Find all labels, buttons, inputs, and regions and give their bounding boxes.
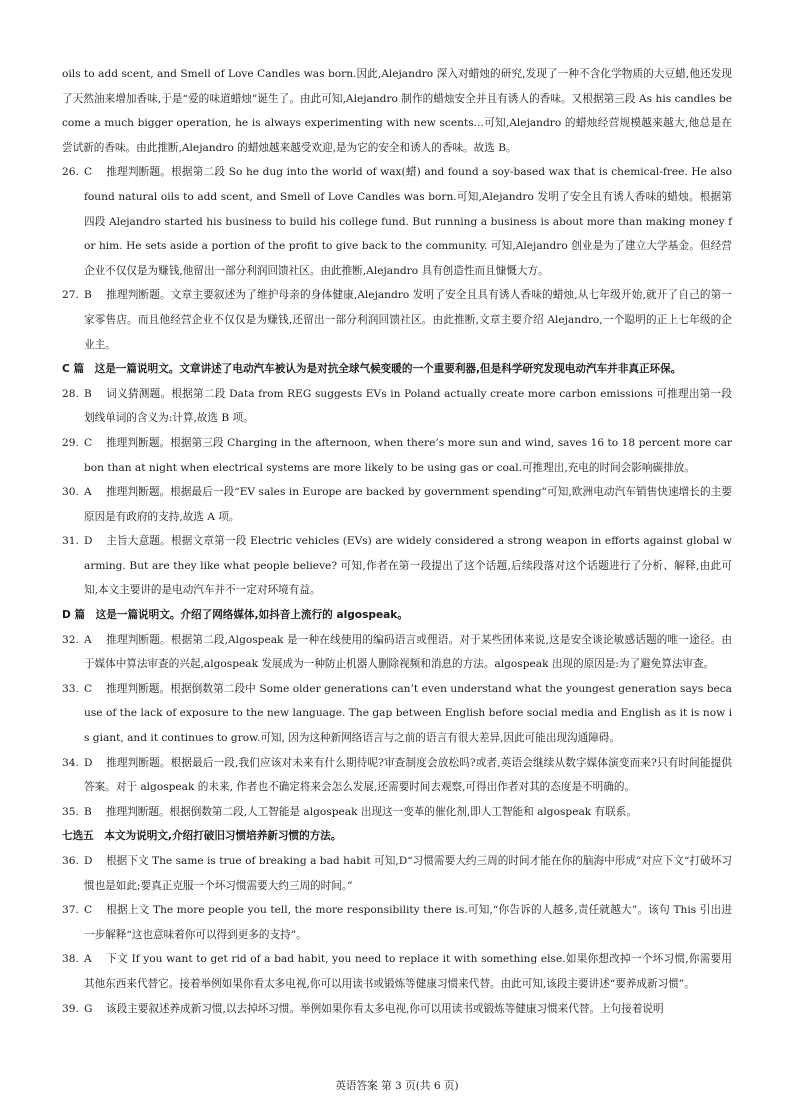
- answer-item-28: [62, 382, 732, 431]
- answer-item-36: [62, 849, 732, 898]
- item-number: 29.: [62, 436, 79, 449]
- item-number: 26.: [62, 166, 79, 179]
- answer-item-35: [62, 800, 732, 825]
- item-answer: C: [84, 436, 93, 449]
- answer-item-30: [62, 480, 732, 529]
- item-number: 30.: [62, 486, 79, 499]
- answer-content: [62, 62, 732, 1021]
- answer-item-29: [62, 431, 732, 480]
- item-explanation: 推理判断题。根据第二段 So he dug into the world of wax(蜡) and found a soy-based wax that is chemical-free. He also found natural oils to add scent, and Smell of Love Candles was born.可知,Alejandro 发明了安全且有诱人香味的蜡烛。根据第四段 Alejandro started his business to build his college fund. But running a business is about more than making money for him. He sets aside a portion of the profit to give back to the community. 可知,Alejandro 创业是为了建立大学基金。但经营企业不仅仅是为赚钱,他留出一部分利润回馈社区。由此推断,Alejandro 具有创造性而且慷慨大方。: [84, 166, 732, 277]
- item-explanation: 推理判断题。根据最后一段,我们应该对未来有什么期待呢?审查制度会放松吗?或者,英语会继续从数字媒体演变而来?只有时间能提供答案。对于 algospeak 的未来, 作者也不确定将来会怎么发展,还需要时间去观察,可得出作者对其的态度是不明确的。: [84, 756, 732, 794]
- section-seven-heading: 七选五 本文为说明文,介绍打破旧习惯培养新习惯的方法。: [62, 830, 342, 843]
- item-explanation: 推理判断题。文章主要叙述为了维护母亲的身体健康,Alejandro 发明了安全且具有诱人香味的蜡烛,从七年级开始,就开了自己的第一家零售店。而且他经营企业不仅仅是为赚钱,还留出一部分利润回馈社区。由此推断,文章主要介绍 Alejandro,一个聪明的正上七年级的企业主。: [84, 289, 732, 351]
- answer-item-39: [62, 997, 732, 1022]
- item-explanation: 推理判断题。根据倒数第二段中 Some older generations can’t even understand what the youngest generation says because of the lack of exposure to the new language. The gap between English before social media and English as it is now is giant, and it continues to grow.可知, 因为这种新网络语言与之前的语言有很大差异,因此可能出现沟通障碍。: [84, 682, 732, 745]
- item-answer: C: [84, 682, 93, 695]
- item-number: 35.: [62, 805, 79, 818]
- item-answer: B: [84, 387, 92, 400]
- answer-item-26: [62, 160, 732, 283]
- item-explanation: 推理判断题。根据倒数第二段,人工智能是 algospeak 出现这一变革的催化剂,即人工智能和 algospeak 有联系。: [106, 805, 637, 818]
- item-answer: A: [84, 486, 92, 499]
- answer-item-38: [62, 947, 732, 996]
- answer-item-37: [62, 898, 732, 947]
- item-number: 28.: [62, 387, 79, 400]
- item-explanation: 主旨大意题。根据文章第一段 Electric vehicles (EVs) are widely considered a strong weapon in efforts against global warming. But are they like what people believe? 可知,作者在第一段提出了这个话题,后续段落对这个话题进行了分析、解释,由此可知,本文主要讲的是电动汽车并不一定对环境有益。: [84, 535, 732, 597]
- item-number: 33.: [62, 682, 79, 695]
- item-explanation: 词义猜测题。根据第二段 Data from REG suggests EVs in Poland actually create more carbon emissions 可推理出第一段划线单词的含义为:计算,故选 B 项。: [84, 387, 732, 425]
- item-number: 32.: [62, 633, 79, 646]
- intro-paragraph: oils to add scent, and Smell of Love Candles was born.因此,Alejandro 深入对蜡烛的研究,发现了一种不含化学物质的大豆蜡,他还发现了天然油来增加香味,于是“爱的味道蜡烛”诞生了。由此可知,Alejandro 制作的蜡烛安全并且有诱人的香味。又根据第三段 As his candles become a much bigger operation, he is always experimenting with new scents...可知,Alejandro 的蜡烛经营规模越来越大,他总是在尝试新的香味。由此推断,Alejandro 的蜡烛越来越受欢迎,是为它的安全和诱人的香味。故选 B。: [62, 68, 732, 154]
- item-answer: G: [84, 1002, 93, 1015]
- item-number: 34.: [62, 756, 79, 769]
- item-answer: A: [84, 953, 92, 966]
- item-explanation: 该段主要叙述养成新习惯,以去掉坏习惯。举例如果你看太多电视,你可以用读书或锻炼等健康习惯来代替。上句接着说明: [106, 1002, 664, 1015]
- answer-item-31: [62, 529, 732, 603]
- item-explanation: 根据上文 The more people you tell, the more responsibility there is.可知,“你告诉的人越多,责任就越大”。该句 This 引出进一步解释“这也意味着你可以得到更多的支持”。: [84, 904, 732, 941]
- item-explanation: 根据下文 The same is true of breaking a bad habit 可知,D“习惯需要大约三周的时间才能在你的脑海中形成”对应下文“打破坏习惯也是如此;要真正克服一个坏习惯需要大约三周的时间。”: [84, 855, 732, 892]
- answer-item-27: [62, 283, 732, 357]
- page-footer: 英语答案 第 3 页(共 6 页): [335, 1080, 459, 1092]
- item-answer: C: [84, 166, 93, 179]
- item-answer: D: [84, 855, 93, 867]
- item-answer: B: [84, 289, 92, 302]
- item-answer: B: [84, 805, 92, 818]
- item-explanation: 推理判断题。根据最后一段“EV sales in Europe are backed by government spending”可知,欧洲电动汽车销售快速增长的主要原因是有政府的支持,故选 A 项。: [84, 486, 732, 523]
- item-explanation: 推理判断题。根据第二段,Algospeak 是一种在线使用的编码语言或俚语。对于某些团体来说,这是安全谈论敏感话题的唯一途径。由于媒体中算法审查的兴起,algospeak 发展成为一种防止机器人删除视频和消息的方法。algospeak 出现的原因是:为了避免算法审查。: [84, 633, 732, 671]
- item-number: 36.: [62, 855, 79, 867]
- section-c-heading: C 篇 这是一篇说明文。文章讲述了电动汽车被认为是对抗全球气候变暖的一个重要利器,但是科学研究发现电动汽车并非真正环保。: [62, 363, 682, 376]
- item-answer: A: [84, 633, 92, 646]
- item-number: 31.: [62, 535, 79, 548]
- answer-item-34: [62, 751, 732, 800]
- item-number: 37.: [62, 904, 79, 917]
- item-number: 39.: [62, 1002, 79, 1015]
- item-answer: D: [84, 756, 93, 769]
- answer-item-33: [62, 677, 732, 751]
- item-number: 27.: [62, 289, 79, 302]
- item-answer: D: [84, 535, 93, 548]
- answer-item-32: [62, 628, 732, 677]
- item-explanation: 下文 If you want to get rid of a bad habit, you need to replace it with something else.如果你想改掉一个坏习惯,你需要用其他东西来代替它。接着举例如果你看太多电视,你可以用读书或锻炼等健康习惯来代替。由此可知,该段主要讲述“要养成新习惯”。: [84, 953, 732, 990]
- section-d-heading: D 篇 这是一篇说明文。介绍了网络媒体,如抖音上流行的 algospeak。: [62, 609, 408, 622]
- item-explanation: 推理判断题。根据第三段 Charging in the afternoon, when there’s more sun and wind, saves 16 to 18 percent more carbon than at night when electrical systems are more likely to be using gas or coal.可推理出,充电的时间会影响碳排放。: [84, 436, 732, 474]
- item-number: 38.: [62, 953, 79, 966]
- item-answer: C: [84, 904, 93, 917]
